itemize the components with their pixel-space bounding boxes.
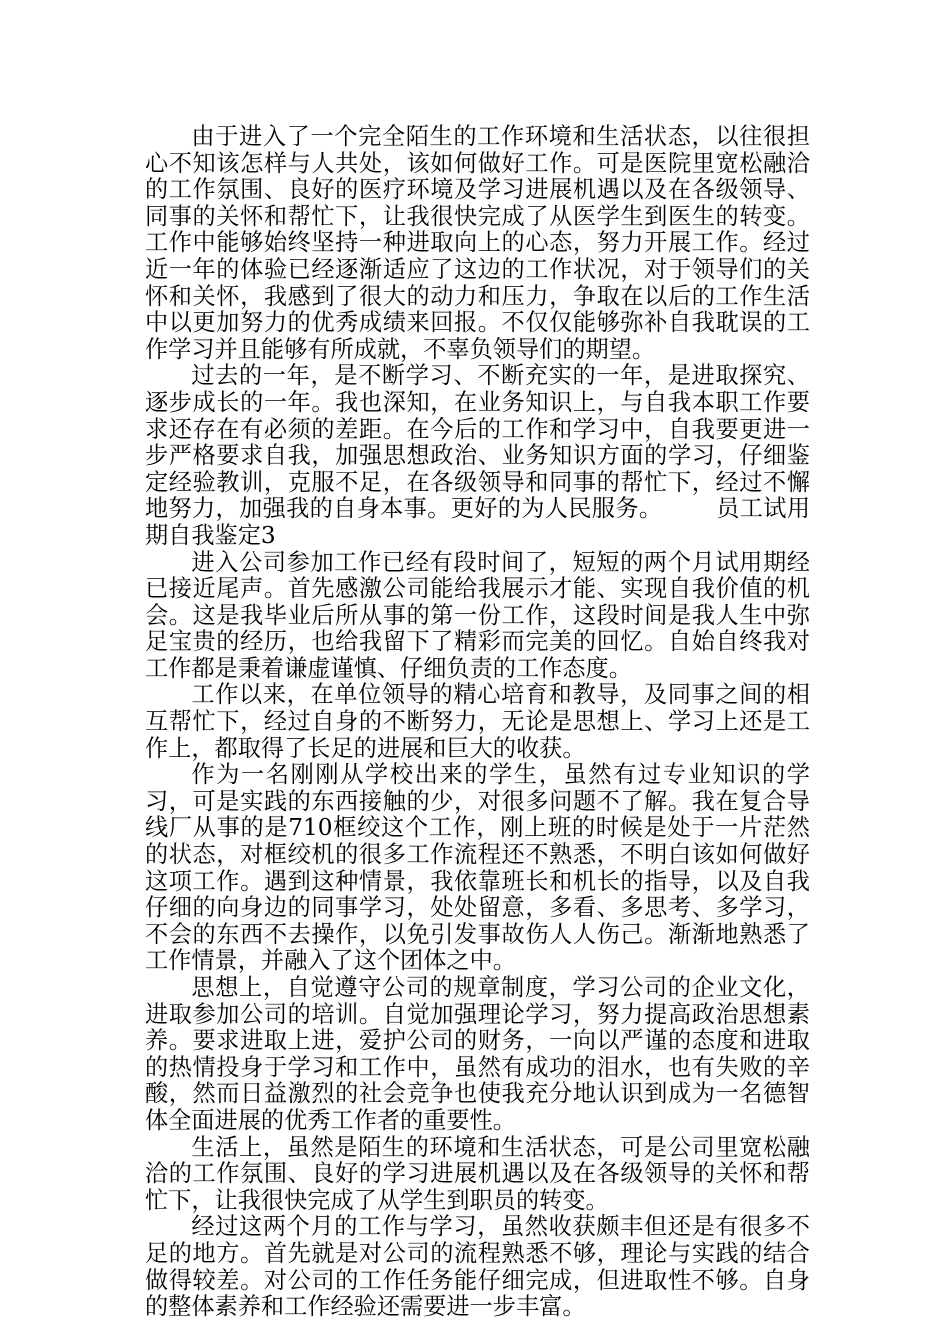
paragraph-3: 进入公司参加工作已经有段时间了，短短的两个月试用期经已接近尾声。首先感激公司能给我展示才能、实现自我价值的机会。这是我毕业后所从事的第一份工作，这段时间是我人生中弥足宝贵的经历，也给我留下了精彩而完美的回忆。自始自终我对工作都是秉着谦虚谨慎、仔细负责的工作态度。 bbox=[145, 548, 810, 682]
section-heading: 员工试用期自我鉴定3 bbox=[145, 495, 811, 549]
paragraph-7: 生活上，虽然是陌生的环境和生活状态，可是公司里宽松融洽的工作氛围、良好的学习进展机遇以及在各级领导的关怀和帮忙下，让我很快完成了从学生到职员的转变。 bbox=[145, 1133, 810, 1214]
paragraph-1: 由于进入了一个完全陌生的工作环境和生活状态，以往很担心不知该怎样与人共处，该如何做好工作。可是医院里宽松融洽的工作氛围、良好的医疗环境及学习进展机遇以及在各级领导、同事的关怀和帮忙下，让我很快完成了从医学生到医生的转变。工作中能够始终坚持一种进取向上的心态，努力开展工作。经过近一年的体验已经逐渐适应了这边的工作状况，对于领导们的关怀和关怀，我感到了很大的动力和压力，争取在以后的工作生活中以更加努力的优秀成绩来回报。不仅仅能够弥补自我耽误的工作学习并且能够有所成就，不辜负领导们的期望。 bbox=[145, 123, 810, 363]
document-body bbox=[145, 124, 810, 1321]
paragraph-2-text: 过去的一年，是不断学习、不断充实的一年，是进取探究、逐步成长的一年。我也深知，在业务知识上，与自我本职工作要求还存在有必须的差距。在今后的工作和学习中，自我要更进一步严格要求自我，加强思想政治、业务知识方面的学习，仔细鉴定经验教训，克服不足，在各级领导和同事的帮忙下，经过不懈地努力，加强我的自身本事。更好的为人民服务。 bbox=[145, 362, 810, 523]
paragraph-6: 思想上，自觉遵守公司的规章制度，学习公司的企业文化，进取参加公司的培训。自觉加强理论学习，努力提高政治思想素养。要求进取上进，爱护公司的财务，一向以严谨的态度和进取的热情投身于学习和工作中，虽然有成功的泪水，也有失败的辛酸，然而日益激烈的社会竞争也使我充分地认识到成为一名德智体全面进展的优秀工作者的重要性。 bbox=[145, 974, 810, 1134]
paragraph-8: 经过这两个月的工作与学习，虽然收获颇丰但还是有很多不足的地方。首先就是对公司的流程熟悉不够，理论与实践的结合做得较差。对公司的工作任务能仔细完成，但进取性不够。自身的整体素养和工作经验还需要进一步丰富。 bbox=[145, 1213, 810, 1321]
paragraph-5: 作为一名刚刚从学校出来的学生，虽然有过专业知识的学习，可是实践的东西接触的少，对很多问题不了解。我在复合导线厂从事的是710框绞这个工作，刚上班的时候是处于一片茫然的状态，对框绞机的很多工作流程还不熟悉，不明白该如何做好这项工作。遇到这种情景，我依靠班长和机长的指导，以及自我仔细的向身边的同事学习，处处留意，多看、多思考、多学习，不会的东西不去操作，以免引发事故伤人人伤己。渐渐地熟悉了工作情景，并融入了这个团体之中。 bbox=[145, 761, 810, 975]
paragraph-2 bbox=[145, 363, 810, 549]
paragraph-4: 工作以来，在单位领导的精心培育和教导，及同事之间的相互帮忙下，经过自身的不断努力，无论是思想上、学习上还是工作上，都取得了长足的进展和巨大的收获。 bbox=[145, 681, 810, 762]
